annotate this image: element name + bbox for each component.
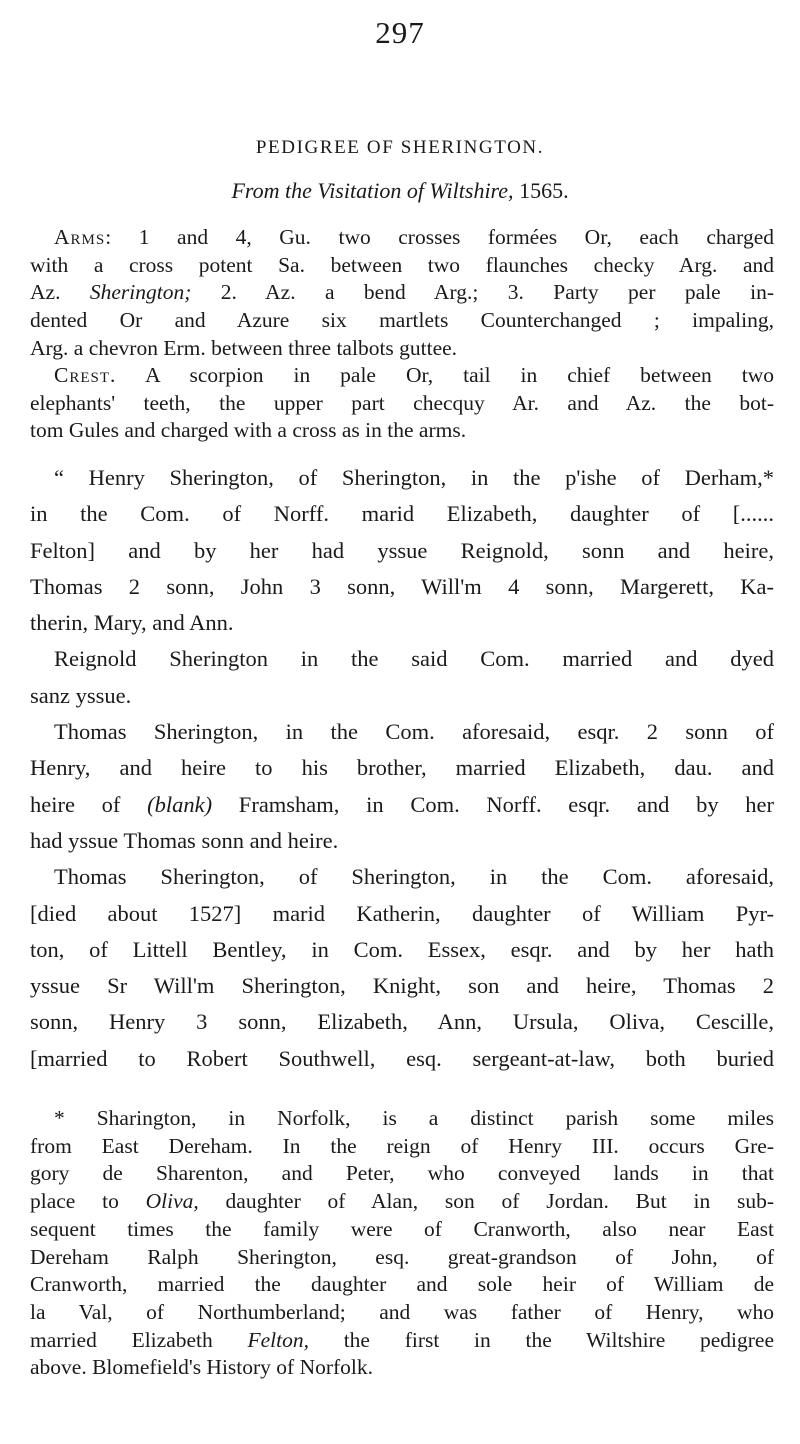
footnote-line: * Sharington, in Norfolk, is a distinct parish some miles <box>54 1106 774 1130</box>
crest-paragraph <box>30 362 774 445</box>
text-line: [married to Robert Southwell, esq. sergeant-at-law, both buried <box>30 1045 774 1071</box>
arms-sherington-italic: Sherington; <box>89 280 192 305</box>
text-line: yssue Sr Will'm Sherington, Knight, son and heire, Thomas 2 <box>30 973 774 999</box>
crest-line-1: Crest. A scorpion in pale Or, tail in chief between two <box>54 363 774 387</box>
footnote <box>30 1105 774 1382</box>
crest-line-3: tom Gules and charged with a cross as in the arms. <box>30 418 467 443</box>
oliva-italic: Oliva, <box>145 1189 199 1214</box>
footnote-line: Cranworth, married the daughter and sole heir of William de <box>30 1272 774 1297</box>
paragraph-thomas-of-sherington <box>30 859 774 1077</box>
text-line: ton, of Littell Bentley, in Com. Essex, esqr. and by her hath <box>30 936 774 962</box>
text-line: Felton] and by her had yssue Reignold, sonn and heire, <box>30 537 774 563</box>
text-line: “ Henry Sherington, of Sherington, in the p'ishe of Derham,* <box>54 465 774 490</box>
crest-label: Crest. <box>54 363 117 387</box>
subtitle-source: From the Visitation of Wiltshire, <box>231 178 514 203</box>
arms-paragraph <box>30 224 774 363</box>
text-line: Reignold Sherington in the said Com. married and dyed <box>54 646 774 672</box>
paragraph-thomas-2 <box>30 714 774 859</box>
felton-italic: Felton, <box>247 1327 309 1352</box>
crest-line-2: elephants' teeth, the upper part checquy Ar. and Az. the bot- <box>30 390 774 415</box>
footnote-line: Dereham Ralph Sherington, esq. great-grandson of John, of <box>30 1244 774 1269</box>
arms-line-4: dented Or and Azure six martlets Counterchanged ; impaling, <box>30 308 774 333</box>
footnote-line: sequent times the family were of Cranworth, also near East <box>30 1216 774 1241</box>
text-line: sanz yssue. <box>30 682 132 708</box>
text-line: had yssue Thomas sonn and heire. <box>30 827 339 853</box>
page-subtitle <box>0 175 800 207</box>
text-line: Henry, and heire to his brother, married Elizabeth, dau. and <box>30 755 774 781</box>
paragraph-reignold <box>30 641 774 714</box>
pedigree-body <box>30 460 774 1077</box>
page-number: 297 <box>375 15 425 50</box>
subtitle-year: 1565. <box>519 178 569 203</box>
arms-line-5: Arg. a chevron Erm. between three talbots guttee. <box>30 335 458 360</box>
text-line: [died about 1527] marid Katherin, daughter of William Pyr- <box>30 900 774 926</box>
footnote-line: from East Dereham. In the reign of Henry III. occurs Gre- <box>30 1133 774 1158</box>
footnote-line: above. Blomefield's History of Norfolk. <box>30 1355 374 1380</box>
text-line: Thomas Sherington, in the Com. aforesaid, esqr. 2 sonn of <box>54 719 774 745</box>
paragraph-henry <box>30 460 774 641</box>
text-line: Thomas Sherington, of Sherington, in the Com. aforesaid, <box>54 864 774 890</box>
text-line: Thomas 2 sonn, John 3 sonn, Will'm 4 sonn, Margerett, Ka- <box>30 573 774 599</box>
blank-italic: (blank) <box>147 791 213 817</box>
footnote-line: la Val, of Northumberland; and was father of Henry, who <box>30 1299 774 1324</box>
footnote-line: place to Oliva, daughter of Alan, son of Jordan. But in sub- <box>30 1189 774 1214</box>
arms-line-3: Az. Sherington; 2. Az. a bend Arg.; 3. Party per pale in- <box>30 280 774 305</box>
text-line: in the Com. of Norff. marid Elizabeth, daughter of [...... <box>30 501 774 527</box>
footnote-line: gory de Sharenton, and Peter, who conveyed lands in that <box>30 1161 774 1186</box>
arms-line-2: with a cross potent Sa. between two flaunches checky Arg. and <box>30 252 774 277</box>
text-line: sonn, Henry 3 sonn, Elizabeth, Ann, Ursula, Oliva, Cescille, <box>30 1009 774 1035</box>
page-title: PEDIGREE OF SHERINGTON. <box>255 137 545 158</box>
text-line: heire of (blank) Framsham, in Com. Norff. esqr. and by her <box>30 791 774 817</box>
arms-line-1: Arms: 1 and 4, Gu. two crosses formées Or, each charged <box>54 225 774 249</box>
footnote-line: married Elizabeth Felton, the first in the Wiltshire pedigree <box>30 1327 774 1352</box>
arms-label: Arms <box>54 225 106 249</box>
text-line: therin, Mary, and Ann. <box>30 610 234 636</box>
